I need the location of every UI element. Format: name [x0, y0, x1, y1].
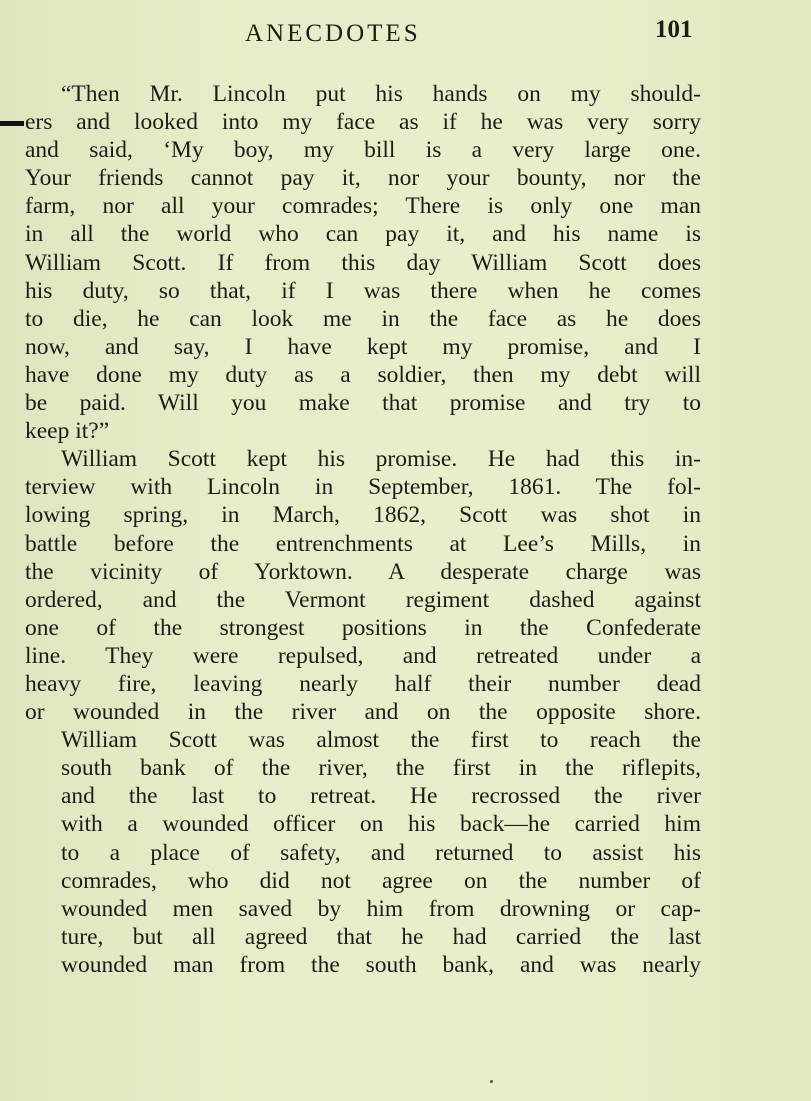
page-number: 101 [655, 16, 693, 43]
body-text [25, 80, 701, 979]
text-line: to a place of safety, and returned to assist his [61, 839, 701, 866]
text-line: “Then Mr. Lincoln put his hands on my should- [61, 81, 701, 107]
text-line: have done my duty as a soldier, then my debt will [25, 361, 701, 388]
text-line: William Scott. If from this day William Scott does [25, 249, 701, 276]
text-line: and the last to retreat. He recrossed the river [61, 783, 701, 810]
text-line: ture, but all agreed that he had carried the last [61, 923, 701, 950]
text-line: his duty, so that, if I was there when he comes [25, 277, 701, 304]
text-line: farm, nor all your comrades; There is only one man [25, 193, 701, 220]
text-line: line. They were repulsed, and retreated under a [25, 642, 701, 669]
text-line: keep it?” [25, 418, 110, 445]
text-line: the vicinity of Yorktown. A desperate charge was [25, 558, 701, 585]
text-line: comrades, who did not agree on the number of [61, 867, 701, 894]
text-line: one of the strongest positions in the Confederate [25, 614, 701, 641]
text-line: wounded men saved by him from drowning or cap- [61, 895, 701, 922]
text-line: battle before the entrenchments at Lee’s Mills, in [25, 530, 701, 557]
page-speck [490, 1080, 493, 1083]
text-line: now, and say, I have kept my promise, and I [25, 333, 701, 360]
text-line: and said, ‘My boy, my bill is a very large one. [25, 137, 701, 164]
text-line: wounded man from the south bank, and was nearly [61, 951, 701, 978]
text-line: ers and looked into my face as if he was very sorry [25, 109, 701, 136]
text-line: south bank of the river, the first in the riflepits, [61, 755, 701, 782]
text-line: with a wounded officer on his back—he carried him [61, 811, 701, 838]
margin-mark [0, 121, 24, 126]
text-line: be paid. Will you make that promise and try to [25, 390, 701, 417]
text-line: to die, he can look me in the face as he does [25, 305, 701, 332]
text-line: or wounded in the river and on the opposite shore. [25, 699, 701, 726]
text-line: ordered, and the Vermont regiment dashed against [25, 586, 701, 613]
text-line: heavy fire, leaving nearly half their number dead [25, 670, 701, 697]
text-line: terview with Lincoln in September, 1861. The fol- [25, 474, 701, 501]
running-title: ANECDOTES [245, 20, 421, 47]
text-line: Your friends cannot pay it, nor your bounty, nor the [25, 165, 701, 192]
text-line: lowing spring, in March, 1862, Scott was shot in [25, 502, 701, 529]
text-line: in all the world who can pay it, and his name is [25, 221, 701, 248]
text-line: William Scott kept his promise. He had this in- [61, 446, 701, 473]
text-line: William Scott was almost the first to reach the [61, 727, 701, 754]
